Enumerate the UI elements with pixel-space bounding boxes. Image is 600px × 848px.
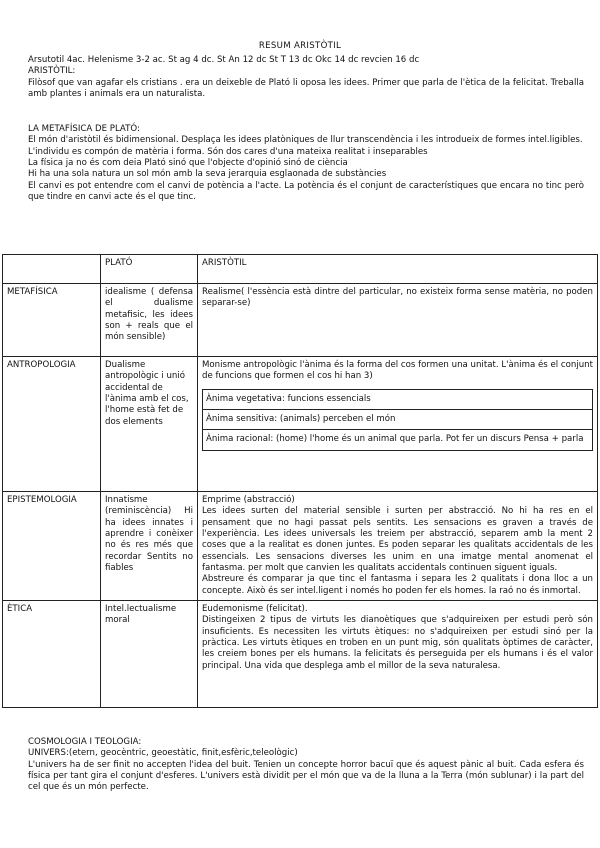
table-row-etica: [3, 601, 598, 708]
plato-metaphysics-section: [28, 124, 584, 203]
metaphysics-line: L'individu es compón de matèria i forma. Són dos cares d'una mateixa realitat i inseparables: [28, 146, 428, 157]
header-cell-aristotil: ARISTÒTIL: [198, 255, 598, 284]
header-cell-empty: [3, 255, 101, 284]
cosmology-heading: COSMOLOGIA I TEOLOGIA:: [28, 737, 142, 747]
soul-type-sensitive: Ànima sensitiva: (animals) perceben el món: [203, 410, 593, 430]
plato-cell: Intel.lectualisme moral: [101, 601, 198, 708]
table-row-epistemologia: [3, 492, 598, 601]
plato-cell: Innatisme (reminiscència) Hi ha idees innates i aprendre i conèixer no és res més que recordar Sentits no fiables: [101, 492, 198, 601]
aristotil-subtitle: Emprime (abstracció): [202, 495, 295, 505]
soul-type-rational: Ànima racional: (home) l'home és un animal que parla. Pot fer un discurs Pensa + parla: [203, 430, 593, 450]
metaphysics-line: Hi ha una sola natura un sol món amb la seva jerarquia esglaonada de substàncies: [28, 169, 387, 180]
aristotil-cell: Realisme( l'essència està dintre del particular, no existeix forma sense matèria, no poden separar-se): [198, 284, 598, 357]
comparison-table: [2, 254, 598, 708]
aristotil-text: Les idees surten del material sensible i surten per abstracció. No hi ha res en el pensament que no hagi passat pels sentits. Les sensacions es graven a través de l'experiència. Les idees universals les treiem per abstracció, separem amb la ment 2 coses que a la realitat es donen juntes. Es poden separar les qualitats accidentals de les essencials. Les sensacions diverses les unim en una imatge mental anomenat el fantasma. per molt que canvien les qualitats accidentals continuen siguent iguals.: [202, 506, 593, 574]
metaphysics-line: La física ja no és com deia Plató sinó que l'objecte d'opinió sinó de ciència: [28, 158, 348, 169]
document-title: RESUM ARISTÒTIL: [258, 41, 342, 51]
aristotil-cell: [198, 492, 598, 601]
row-label: ANTROPOLOGIA: [3, 357, 101, 492]
metaphysics-line: El canvi es pot entendre com el canvi de potència a l'acte. La potència és el conjunt de característiques que encara no tinc però que tindre en canvi acte és el que tinc.: [28, 180, 584, 203]
intro-heading: ARISTÒTIL:: [28, 66, 76, 77]
plato-cell: idealisme ( defensa el dualisme metafisic, les idees son + reals que el món sensible): [101, 284, 198, 357]
metaphysics-line: El món d'aristòtil és bidimensional. Desplaça les idees platòniques de llur transcendència i les introdueix de formes intel.ligibles.: [28, 135, 583, 146]
aristotil-cell: [198, 357, 598, 492]
aristotil-text: Abstreure és comparar ja que tinc el fantasma i separa les 2 qualitats i dona lloc a un concepte. Això és ser intel.ligent i només ho poden fer els homes. la raó no és inmortal.: [202, 574, 593, 596]
plato-cell: Dualisme antropològic i unió accidental de l'ànima amb el cos, l'home està fet de dos elements: [101, 357, 198, 492]
table-row-metafisica: [3, 284, 598, 357]
universe-line: UNIVERS:(etern, geocèntric, geoestàtic, finit,esfèric,teleològic): [28, 748, 298, 759]
intro-paragraph: Filòsof que van agafar els cristians . era un deixeble de Plató li oposa les idees. Primer que parla de l'ètica de la felicitat. Treballa amb plantes i animals era un naturalista.: [28, 77, 584, 100]
header-cell-plato: PLATÓ: [101, 255, 198, 284]
aristotil-cell: [198, 601, 598, 708]
cosmology-section: [28, 737, 584, 794]
row-label: METAFÍSICA: [3, 284, 101, 357]
cosmology-paragraph: L'univers ha de ser finit no accepten l'idea del buit. Tenien un concepte horror bacuï que és aquest pànic al buit. Cada esfera és física per tant gira el conjunt d'esferes. L'univers està dividit per el món que va de la lluna a la Terra (món sublunar) i la part del cel que és un món perfecte.: [28, 759, 584, 793]
plato-metaphysics-heading: LA METAFÍSICA DE PLATÓ:: [28, 124, 140, 134]
aristotil-text: Monisme antropològic l'ànima és la forma del cos formen una unitat. L'ànima és el conjunt de funcions que formen el cos hi han 3): [202, 360, 593, 382]
aristotil-subtitle: Eudemonisme (felicitat).: [202, 604, 308, 615]
row-label: EPISTEMOLOGIA: [3, 492, 101, 601]
aristotil-text: Distingeixen 2 tipus de virtuts les dianoètiques que s'adquireixen per estudi però són insuficients. Es necessiten les virtuts ètiques: no s'adquireixen per estudi sinó per la pràctica. Les virtuts ètiques en troben en un punt mig, són qualitats òptimes de caràcter, les creiem bones per els humans. la felicitats és perseguida per els humans i és el valor principal. Una vida que desplega amb el millor de la seva naturalesa.: [202, 615, 593, 671]
row-label: ÈTICA: [3, 601, 101, 708]
timeline-line: Arsutotil 4ac. Helenisme 3-2 ac. St ag 4 dc. St An 12 dc St T 13 dc Okc 14 dc revcien 16 dc: [28, 55, 420, 65]
soul-types-table: [202, 389, 593, 451]
intro-section: [28, 55, 584, 100]
table-row-antropologia: [3, 357, 598, 492]
soul-type-vegetative: Ànima vegetativa: funcions essencials: [203, 389, 593, 409]
table-header-row: [3, 255, 598, 284]
